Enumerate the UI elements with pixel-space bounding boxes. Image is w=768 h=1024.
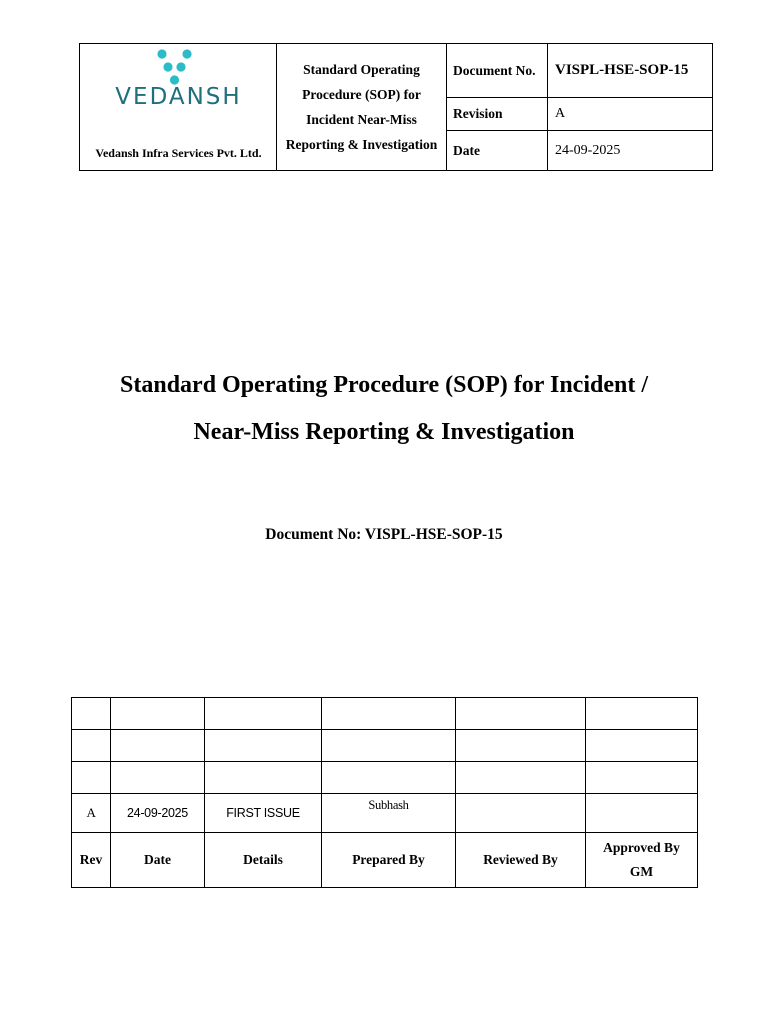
reviewed-by-cell: [456, 794, 586, 833]
table-row: [72, 698, 698, 730]
date-header: Date: [111, 833, 205, 888]
page-title-line-1: Standard Operating Procedure (SOP) for Incident /: [120, 372, 648, 398]
date-value: 24-09-2025: [555, 142, 621, 158]
revision-value: A: [555, 106, 566, 121]
table-row: [72, 794, 698, 833]
approved-by-header: [586, 833, 698, 888]
logo-wordmark: VEDANSH: [115, 84, 242, 110]
table-header-row: [72, 833, 698, 888]
details-cell: FIRST ISSUE: [205, 794, 322, 833]
page-title-line-2: Near-Miss Reporting & Investigation: [193, 419, 575, 445]
revision-row: [447, 98, 712, 131]
approved-by-cell: [586, 794, 698, 833]
rev-header: Rev: [72, 833, 111, 888]
table-row: [72, 730, 698, 762]
document-number: Document No: VISPL-HSE-SOP-15: [265, 526, 503, 543]
details-header: Details: [205, 833, 322, 888]
document-header: [79, 43, 713, 171]
page-title: [60, 362, 708, 456]
document-no-label: Document No.: [447, 44, 548, 97]
approver-role: GM: [629, 864, 654, 879]
date-cell: 24-09-2025: [111, 794, 205, 833]
table-row: [72, 762, 698, 794]
document-info: [447, 44, 712, 170]
document-no-row: [447, 44, 712, 98]
logo-cell: [80, 44, 277, 170]
prepared-by-cell: Subhash: [322, 794, 456, 833]
approved-by-label: Approved By: [603, 840, 680, 855]
revision-label: Revision: [447, 98, 548, 130]
date-row: [447, 131, 712, 170]
document-no-value: VISPL-HSE-SOP-15: [555, 62, 689, 78]
rev-cell: A: [72, 794, 111, 833]
company-name: Vedansh Infra Services Pvt. Ltd.: [95, 146, 262, 160]
prepared-by-header: Prepared By: [322, 833, 456, 888]
revision-table: [71, 697, 698, 888]
date-label: Date: [447, 131, 548, 170]
reviewed-by-header: Reviewed By: [456, 833, 586, 888]
header-title: Standard Operating Procedure (SOP) for Incident Near-Miss Reporting & Investigation: [277, 44, 447, 170]
